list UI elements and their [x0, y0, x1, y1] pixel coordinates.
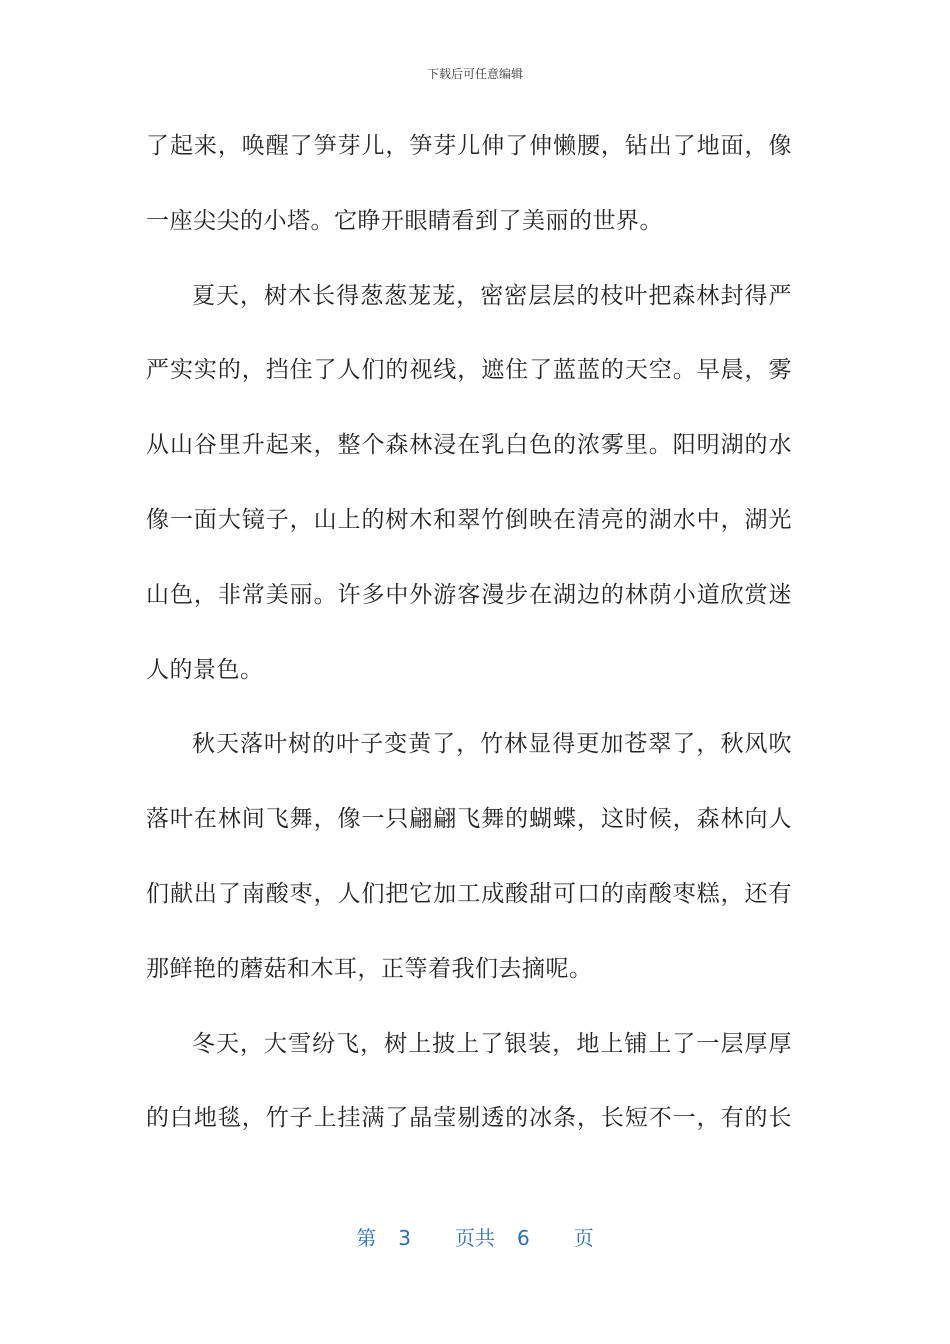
- footer-total-pages: 6: [517, 1226, 530, 1250]
- footer-suffix: 页: [573, 1226, 594, 1250]
- text-line: 像一面大镜子，山上的树木和翠竹倒映在清亮的湖水中，湖光: [146, 506, 792, 533]
- text-line: 从山谷里升起来，整个森林浸在乳白色的浓雾里。阳明湖的水: [146, 432, 792, 459]
- paragraph-winter-start: 冬天，大雪纷飞，树上披上了银装，地上铺上了一层厚厚: [192, 1030, 792, 1057]
- footer-prefix: 第: [356, 1226, 377, 1250]
- footer-middle: 页共: [455, 1226, 495, 1250]
- text-line: 落叶在林间飞舞，像一只翩翩飞舞的蝴蝶，这时候，森林向人: [146, 806, 792, 833]
- text-line: 山色，非常美丽。许多中外游客漫步在湖边的林荫小道欣赏迷: [146, 581, 792, 608]
- body-text: [146, 120, 792, 1167]
- page-number-footer: [0, 1224, 950, 1252]
- text-line: 们献出了南酸枣，人们把它加工成酸甜可口的南酸枣糕，还有: [146, 880, 792, 907]
- text-line: 了起来，唤醒了笋芽儿，笋芽儿伸了伸懒腰，钻出了地面，像: [146, 133, 792, 159]
- text-line: 一座尖尖的小塔。它睁开眼睛看到了美丽的世界。: [146, 207, 663, 234]
- text-line: 人的景色。: [146, 656, 264, 683]
- page-header: 下载后可任意编辑: [426, 67, 523, 81]
- text-line: 的白地毯，竹子上挂满了晶莹剔透的冰条，长短不一，有的长: [146, 1105, 792, 1132]
- footer-current-page: 3: [398, 1226, 411, 1250]
- paragraph-summer-start: 夏天，树木长得葱葱茏茏，密密层层的枝叶把森林封得严: [192, 282, 792, 309]
- paragraph-autumn-start: 秋天落叶树的叶子变黄了，竹林显得更加苍翠了，秋风吹: [192, 731, 792, 758]
- text-line: 那鲜艳的蘑菇和木耳，正等着我们去摘呢。: [146, 955, 593, 982]
- text-line: 严实实的，挡住了人们的视线，遮住了蓝蓝的天空。早晨，雾: [146, 357, 792, 384]
